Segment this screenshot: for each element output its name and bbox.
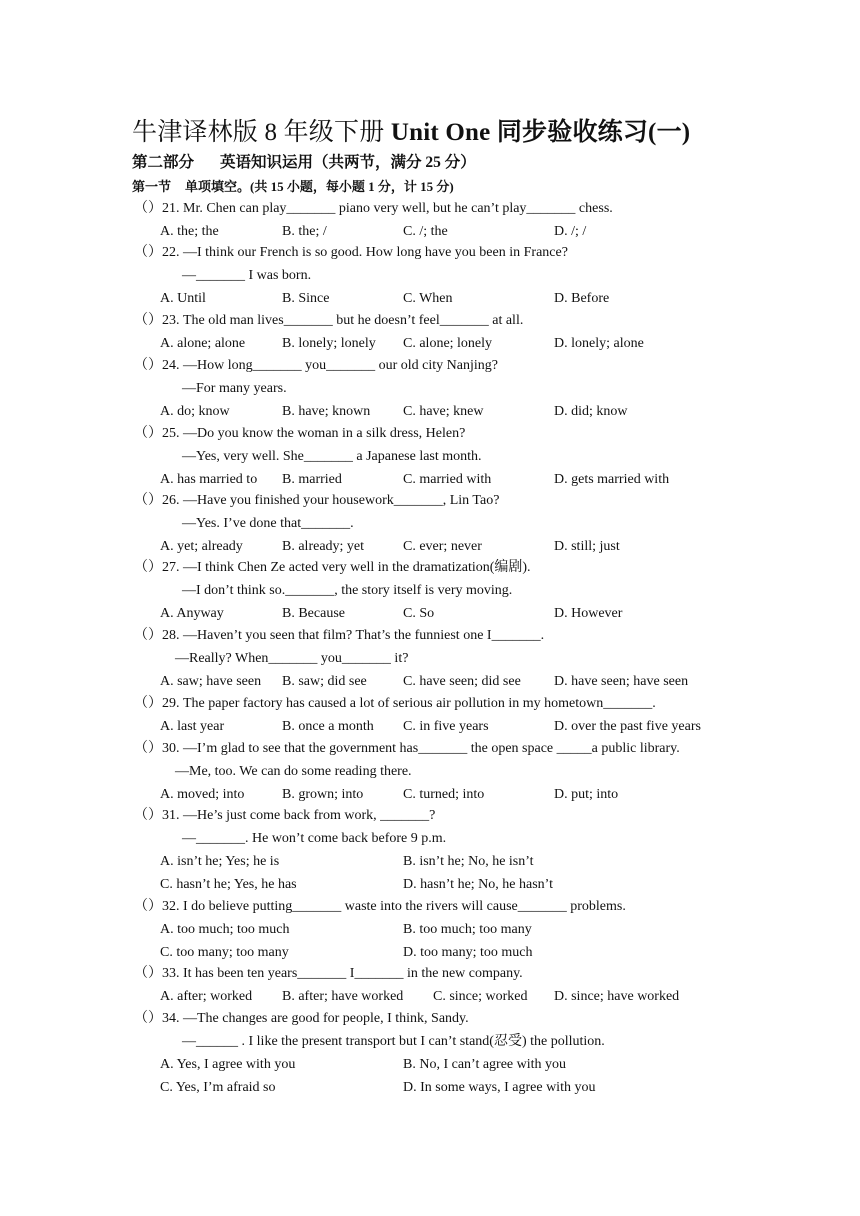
section-heading-part1 — [132, 176, 454, 195]
answer-option: D. Before — [554, 291, 610, 306]
answer-option: C. So — [403, 606, 435, 621]
answer-option: D. still; just — [554, 539, 620, 554]
answer-option: D. lonely; alone — [554, 336, 644, 351]
question-stem: （）23. The old man lives_______ but he doesn’t feel_______ at all. — [134, 313, 524, 328]
answer-option: B. No, I can’t agree with you — [403, 1057, 567, 1072]
question-stem: （）25. —Do you know the woman in a silk dress, Helen? — [134, 426, 466, 441]
question-stem: （）28. —Haven’t you seen that film? That’s the funniest one I_______. — [134, 628, 545, 643]
question-stem: （）33. It has been ten years_______ I_______ in the new company. — [134, 966, 523, 981]
answer-option: B. once a month — [282, 719, 374, 734]
section2-text: 英语知识运用（共两节，满分 25 分） — [220, 154, 476, 171]
section2-label: 第二部分 — [132, 154, 195, 171]
question-dialogue-line: —Me, too. We can do some reading there. — [175, 764, 412, 779]
answer-option: C. in five years — [403, 719, 489, 734]
answer-option: D. /; / — [554, 224, 587, 239]
answer-option: B. Because — [282, 606, 345, 621]
answer-option: B. saw; did see — [282, 674, 367, 689]
question-stem: （）27. —I think Chen Ze acted very well in the dramatization(编剧). — [134, 560, 531, 575]
answer-option: B. lonely; lonely — [282, 336, 376, 351]
answer-option: A. moved; into — [160, 787, 245, 802]
question-stem: （）34. —The changes are good for people, I think, Sandy. — [134, 1011, 469, 1026]
question-stem: （）24. —How long_______ you_______ our old city Nanjing? — [134, 358, 498, 373]
question-dialogue-line: —I don’t think so._______, the story itself is very moving. — [182, 583, 513, 598]
answer-option: A. the; the — [160, 224, 219, 239]
answer-option: B. have; known — [282, 404, 371, 419]
answer-option: D. hasn’t he; No, he hasn’t — [403, 877, 553, 892]
answer-option: B. already; yet — [282, 539, 365, 554]
question-dialogue-line: —______ . I like the present transport but I can’t stand(忍受) the pollution. — [182, 1034, 605, 1049]
question-stem: （）21. Mr. Chen can play_______ piano very well, but he can’t play_______ chess. — [134, 201, 613, 216]
answer-option: C. since; worked — [433, 989, 528, 1004]
section1-label: 第一节 — [132, 179, 172, 194]
answer-option: C. married with — [403, 472, 492, 487]
answer-option: B. isn’t he; No, he isn’t — [403, 854, 534, 869]
answer-option: A. alone; alone — [160, 336, 246, 351]
answer-option: D. gets married with — [554, 472, 670, 487]
answer-option: C. alone; lonely — [403, 336, 493, 351]
answer-option: D. However — [554, 606, 623, 621]
answer-option: A. Until — [160, 291, 206, 306]
page-title — [132, 112, 690, 148]
answer-option: C. Yes, I’m afraid so — [160, 1080, 276, 1095]
answer-option: B. Since — [282, 291, 330, 306]
answer-option: D. over the past five years — [554, 719, 701, 734]
answer-option: C. When — [403, 291, 453, 306]
question-stem: （）31. —He’s just come back from work, _______? — [134, 808, 436, 823]
title-suffix: 同步验收练习(一) — [496, 119, 691, 146]
section-heading-part2 — [132, 150, 476, 172]
answer-option: B. the; / — [282, 224, 327, 239]
title-unit: Unit One — [390, 119, 497, 146]
answer-option: C. hasn’t he; Yes, he has — [160, 877, 297, 892]
question-stem: （）30. —I’m glad to see that the government has_______ the open space _____a public library. — [134, 741, 680, 756]
answer-option: A. do; know — [160, 404, 230, 419]
answer-option: C. too many; too many — [160, 945, 289, 960]
answer-option: C. have seen; did see — [403, 674, 521, 689]
question-dialogue-line: —Yes, very well. She_______ a Japanese last month. — [182, 449, 482, 464]
answer-option: B. grown; into — [282, 787, 364, 802]
answer-option: D. have seen; have seen — [554, 674, 689, 689]
answer-option: D. did; know — [554, 404, 628, 419]
question-dialogue-line: —For many years. — [182, 381, 287, 396]
answer-option: B. married — [282, 472, 342, 487]
answer-option: C. turned; into — [403, 787, 485, 802]
question-dialogue-line: —Yes. I’ve done that_______. — [182, 516, 354, 531]
answer-option: C. ever; never — [403, 539, 482, 554]
question-stem: （）26. —Have you finished your housework_______, Lin Tao? — [134, 493, 500, 508]
question-stem: （）29. The paper factory has caused a lot of serious air pollution in my hometown_______. — [134, 696, 656, 711]
question-dialogue-line: —_______. He won’t come back before 9 p.m. — [182, 831, 447, 846]
answer-option: A. isn’t he; Yes; he is — [160, 854, 280, 869]
answer-option: A. last year — [160, 719, 225, 734]
answer-option: A. after; worked — [160, 989, 253, 1004]
answer-option: D. too many; too much — [403, 945, 533, 960]
answer-option: B. too much; too many — [403, 922, 532, 937]
answer-option: A. Anyway — [160, 606, 224, 621]
answer-option: A. saw; have seen — [160, 674, 262, 689]
answer-option: A. has married to — [160, 472, 258, 487]
question-dialogue-line: —Really? When_______ you_______ it? — [175, 651, 409, 666]
question-stem: （）22. —I think our French is so good. How long have you been in France? — [134, 245, 568, 260]
question-dialogue-line: —_______ I was born. — [182, 268, 312, 283]
answer-option: D. since; have worked — [554, 989, 680, 1004]
answer-option: A. too much; too much — [160, 922, 290, 937]
answer-option: A. Yes, I agree with you — [160, 1057, 296, 1072]
answer-option: C. have; knew — [403, 404, 484, 419]
answer-option: B. after; have worked — [282, 989, 404, 1004]
section1-text: 单项填空。(共 15 小题，每小题 1 分，计 15 分) — [185, 179, 454, 194]
question-stem: （）32. I do believe putting_______ waste into the rivers will cause_______ problems. — [134, 899, 626, 914]
title-prefix: 牛津译林版 8 年级下册 — [132, 119, 391, 146]
answer-option: A. yet; already — [160, 539, 243, 554]
answer-option: C. /; the — [403, 224, 448, 239]
answer-option: D. In some ways, I agree with you — [403, 1080, 596, 1095]
answer-option: D. put; into — [554, 787, 619, 802]
